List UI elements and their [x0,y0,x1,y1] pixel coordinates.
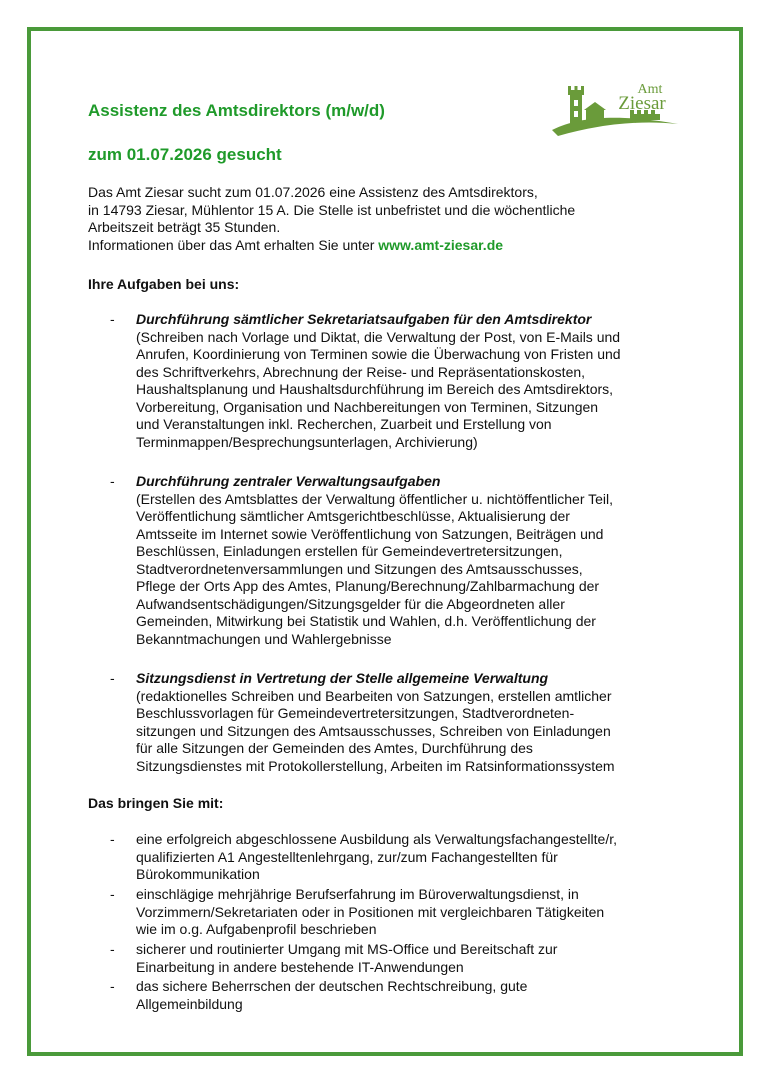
task-description [136,688,710,776]
task-line: Aufwandsentschädigungen/Sitzungsgelder für die Abgeordneten aller [136,595,565,612]
bullet-dash: - [110,473,115,489]
task-title: Sitzungsdienst in Vertretung der Stelle allgemeine Verwaltung [136,670,549,686]
task-line: für alle Sitzungen der Gemeinden des Amtes, Durchführung des [136,740,533,756]
task-line: Beschlussvorlagen für Gemeindevertretersitzungen, Stadtverordneten- [136,705,575,721]
job-title: Assistenz des Amtsdirektors (m/w/d) [88,101,385,120]
task-line: Beschlüssen, Einladungen erstellen für Gemeindevertretersitzungen, [136,543,563,559]
task-line: des Schriftverkehrs, Abrechnung der Reise- und Repräsentationskosten, [136,363,586,380]
requirement-text [136,978,710,1013]
task-line: Sitzungsdienstes mit Protokollerstellung, Arbeiten im Ratsinformationssystem [136,757,615,774]
bullet-dash: - [110,886,115,902]
intro-line: Arbeitszeit beträgt 35 Stunden. [88,219,281,235]
job-start-date: zum 01.07.2026 gesucht [88,145,282,164]
amt-ziesar-logo [550,80,680,140]
task-line: Vorbereitung, Organisation und Nachbereitungen von Terminen, Sitzungen [136,398,599,415]
task-line: sitzungen und Sitzungen des Amtsausschusses, Schreiben von Einladungen [136,722,611,739]
tasks-heading: Ihre Aufgaben bei uns: [88,276,240,292]
task-description [136,491,710,649]
requirement-line: das sichere Beherrschen der deutschen Rechtschreibung, gute [136,978,528,994]
intro-info-text: Informationen über das Amt erhalten Sie unter [88,236,379,253]
task-line: Veröffentlichung sämtlicher Amtsgerichtbeschlüsse, Aktualisierung der [136,508,570,524]
intro-line [88,237,708,255]
task-item-administration [110,473,710,648]
bullet-dash: - [110,831,115,847]
requirement-text [136,941,710,976]
requirement-line: Allgemeinbildung [136,995,243,1012]
task-title: Durchführung zentraler Verwaltungsaufgaben [136,473,441,489]
logo-text-ziesar: Ziesar [618,93,666,114]
task-line: Terminmappen/Besprechungsunterlagen, Archivierung) [136,433,478,450]
task-line: Bekanntmachungen und Wahlergebnisse [136,630,392,647]
task-line: Anrufen, Koordinierung von Terminen sowie die Überwachung von Fristen und [136,346,621,362]
requirement-text [136,831,710,884]
bullet-dash: - [110,670,115,686]
requirements-heading: Das bringen Sie mit: [88,795,224,811]
requirement-line: qualifizierten A1 Angestelltenlehrgang, zur/zum Fachangestellten für [136,848,558,865]
task-line: Amtsseite im Internet sowie Veröffentlichung von Satzungen, Beiträgen und [136,525,604,542]
task-line: Haushaltsplanung und Haushaltsdurchführung im Bereich des Amtsdirektors, [136,381,614,397]
requirement-line: einschlägige mehrjährige Berufserfahrung im Büroverwaltungsdienst, in [136,886,579,902]
requirement-text [136,886,710,939]
bullet-dash: - [110,978,115,994]
requirement-line: wie im o.g. Aufgabenprofil beschrieben [136,921,377,937]
intro-paragraph [88,184,708,254]
intro-line: in 14793 Ziesar, Mühlentor 15 A. Die Stelle ist unbefristet und die wöchentliche [88,201,576,218]
requirement-line: Bürokommunikation [136,866,260,882]
task-line: (Schreiben nach Vorlage und Diktat, die Verwaltung der Post, von E-Mails und [136,328,621,345]
bullet-dash: - [110,941,115,957]
task-line: und Veranstaltungen inkl. Recherchen, Zuarbeit und Erstellung von [136,416,552,432]
logo-text-amt: Amt [637,82,663,97]
task-line: (Erstellen des Amtsblattes der Verwaltung öffentlicher u. nichtöffentlicher Teil, [136,490,614,507]
requirement-line: Einarbeitung in andere bestehende IT-Anwendungen [136,958,464,975]
intro-line: Das Amt Ziesar sucht zum 01.07.2026 eine Assistenz des Amtsdirektors, [88,184,538,200]
requirement-item [110,831,710,884]
bullet-dash: - [110,311,115,327]
task-item-secretariat [110,311,710,451]
task-line: Stadtverordnetenversammlungen und Sitzungen des Amtsausschusses, [136,560,583,577]
requirement-item [110,886,710,939]
task-item-sessions [110,670,710,775]
task-line: Pflege der Orts App des Amtes, Planung/Berechnung/Zahlbarmachung der [136,578,600,594]
task-description [136,329,710,452]
requirement-line: Vorzimmern/Sekretariaten oder in Positionen mit vergleichbaren Tätigkeiten [136,903,605,920]
task-title: Durchführung sämtlicher Sekretariatsaufgaben für den Amtsdirektor [136,311,592,327]
task-line: (redaktionelles Schreiben und Bearbeiten von Satzungen, erstellen amtlicher [136,687,612,704]
requirement-item [110,978,710,1013]
task-line: Gemeinden, Mitwirkung bei Statistik und Wahlen, d.h. Veröffentlichung der [136,613,596,629]
requirement-line: eine erfolgreich abgeschlossene Ausbildung als Verwaltungsfachangestellte/r, [136,831,617,847]
requirement-line: sicherer und routinierter Umgang mit MS-Office und Bereitschaft zur [136,941,558,957]
requirement-item [110,941,710,976]
website-link[interactable]: www.amt-ziesar.de [378,236,504,253]
